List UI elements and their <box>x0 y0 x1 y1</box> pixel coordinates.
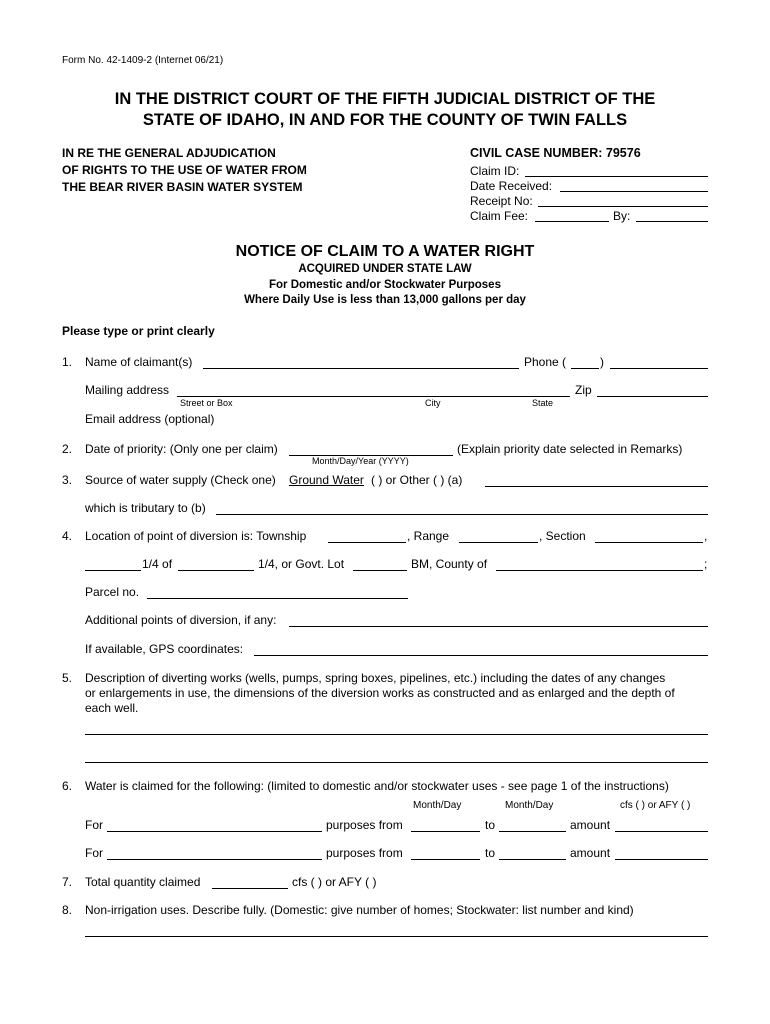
court-title-line-1: IN THE DISTRICT COURT OF THE FIFTH JUDICIAL DISTRICT OF THE <box>114 90 656 108</box>
use-2-amount-label: amount <box>570 846 611 860</box>
item-3-number: 3. <box>62 473 73 487</box>
use-1-amount-label: amount <box>570 818 611 832</box>
diverting-works-line-2[interactable] <box>85 762 708 763</box>
in-re-line-1: IN RE THE GENERAL ADJUDICATION <box>62 146 276 160</box>
use-1-to-label: to <box>485 818 496 832</box>
item-5-number: 5. <box>62 671 73 685</box>
use-1-to-field[interactable] <box>499 831 566 832</box>
county-label: BM, County of <box>411 557 488 571</box>
use-2-purpose-field[interactable] <box>107 859 322 860</box>
gps-field[interactable] <box>254 655 708 656</box>
quarter-quarter-field[interactable] <box>85 570 141 571</box>
claimant-name-label: Name of claimant(s) <box>85 355 193 369</box>
water-source-label: Source of water supply (Check one) <box>85 473 276 487</box>
in-re-line-3: THE BEAR RIVER BASIN WATER SYSTEM <box>62 180 303 194</box>
item-7-number: 7. <box>62 875 73 889</box>
mailing-address-label: Mailing address <box>85 383 170 397</box>
units-caption[interactable]: cfs ( ) or AFY ( ) <box>620 800 691 811</box>
additional-points-label: Additional points of diversion, if any: <box>85 613 277 627</box>
use-1-from-field[interactable] <box>411 831 480 832</box>
claimant-name-field[interactable] <box>203 368 519 369</box>
date-received-field[interactable] <box>560 191 708 192</box>
range-field[interactable] <box>459 542 538 543</box>
ground-water-option: Ground Water <box>289 473 364 487</box>
total-units-checkboxes[interactable]: cfs ( ) or AFY ( ) <box>292 875 377 889</box>
gps-label: If available, GPS coordinates: <box>85 642 244 656</box>
additional-points-field[interactable] <box>289 626 708 627</box>
total-quantity-label: Total quantity claimed <box>85 875 201 889</box>
section-field[interactable] <box>595 542 703 543</box>
township-field[interactable] <box>328 542 406 543</box>
receipt-no-label: Receipt No: <box>470 194 533 208</box>
phone-area-code-field[interactable] <box>571 368 599 369</box>
item-2-number: 2. <box>62 442 73 456</box>
priority-explain-note: (Explain priority date selected in Remarks) <box>457 442 683 456</box>
use-2-from-label: purposes from <box>326 846 403 860</box>
section-label: , Section <box>539 529 586 543</box>
water-claimed-text: Water is claimed for the following: (limited to domestic and/or stockwater uses - see page 1 of the instructions) <box>85 779 669 793</box>
claim-id-label: Claim ID: <box>470 164 520 178</box>
zip-field[interactable] <box>597 396 708 397</box>
item-4-number: 4. <box>62 529 73 543</box>
item-8-number: 8. <box>62 903 73 917</box>
subtitle-purposes: For Domestic and/or Stockwater Purposes <box>269 279 501 291</box>
use-1-from-label: purposes from <box>326 818 403 832</box>
tributary-label: which is tributary to (b) <box>85 501 206 515</box>
range-label: , Range <box>407 529 450 543</box>
claim-id-field[interactable] <box>525 176 708 177</box>
court-title-line-2: STATE OF IDAHO, IN AND FOR THE COUNTY OF TWIN FALLS <box>142 111 628 129</box>
subtitle-daily-use: Where Daily Use is less than 13,000 gallons per day <box>244 294 526 306</box>
use-1-for-label: For <box>85 818 103 832</box>
claim-fee-label: Claim Fee: <box>470 209 529 223</box>
govt-lot-label: 1/4, or Govt. Lot <box>258 557 345 571</box>
notice-title: NOTICE OF CLAIM TO A WATER RIGHT <box>235 243 535 260</box>
phone-label: Phone ( <box>524 355 567 369</box>
section-comma: , <box>704 529 708 543</box>
email-label: Email address (optional) <box>85 412 215 426</box>
city-caption: City <box>425 398 441 408</box>
diverting-works-text-2: or enlargements in use, the dimensions of the diversion works as constructed and as enlarged and the depth of <box>85 686 675 700</box>
priority-date-label: Date of priority: (Only one per claim) <box>85 442 278 456</box>
township-label: Location of point of diversion is: Township <box>85 529 307 543</box>
use-2-amount-field[interactable] <box>615 859 708 860</box>
govt-lot-field[interactable] <box>353 570 407 571</box>
parcel-field[interactable] <box>147 598 408 599</box>
mailing-address-field[interactable] <box>177 396 570 397</box>
county-field[interactable] <box>496 570 703 571</box>
receipt-no-field[interactable] <box>538 206 708 207</box>
tributary-field[interactable] <box>216 514 708 515</box>
instructions-note: Please type or print clearly <box>62 324 215 338</box>
to-month-day-caption: Month/Day <box>505 800 554 811</box>
quarter-of-label: 1/4 of <box>142 557 173 571</box>
zip-label: Zip <box>575 383 592 397</box>
in-re-line-2: OF RIGHTS TO THE USE OF WATER FROM <box>62 163 307 177</box>
use-2-to-label: to <box>485 846 496 860</box>
use-2-to-field[interactable] <box>499 859 566 860</box>
source-checkboxes[interactable]: ( ) or Other ( ) (a) <box>371 473 463 487</box>
phone-number-field[interactable] <box>610 368 708 369</box>
diverting-works-line-1[interactable] <box>85 734 708 735</box>
use-1-amount-field[interactable] <box>615 831 708 832</box>
use-2-for-label: For <box>85 846 103 860</box>
use-1-purpose-field[interactable] <box>107 831 322 832</box>
from-month-day-caption: Month/Day <box>413 800 462 811</box>
county-semicolon: ; <box>704 557 708 571</box>
date-received-label: Date Received: <box>470 179 553 193</box>
use-2-from-field[interactable] <box>411 859 480 860</box>
civil-case-number: CIVIL CASE NUMBER: 79576 <box>470 146 641 160</box>
subtitle-state-law: ACQUIRED UNDER STATE LAW <box>298 263 472 275</box>
total-quantity-field[interactable] <box>212 888 288 889</box>
quarter-field[interactable] <box>178 570 254 571</box>
other-source-field[interactable] <box>485 486 708 487</box>
by-label: By: <box>613 209 631 223</box>
phone-close-paren: ) <box>600 355 604 369</box>
diverting-works-text-1: Description of diverting works (wells, pumps, spring boxes, pipelines, etc.) including the dates of any changes <box>85 671 666 685</box>
priority-date-format: Month/Day/Year (YYYY) <box>312 456 409 466</box>
street-caption: Street or Box <box>180 398 233 408</box>
parcel-label: Parcel no. <box>85 585 140 599</box>
by-field[interactable] <box>636 221 708 222</box>
claim-fee-field[interactable] <box>535 221 609 222</box>
item-6-number: 6. <box>62 779 73 793</box>
item-1-number: 1. <box>62 355 73 369</box>
diverting-works-text-3: each well. <box>85 701 139 715</box>
non-irrigation-field[interactable] <box>85 936 708 937</box>
form-number: Form No. 42-1409-2 (Internet 06/21) <box>62 55 224 66</box>
non-irrigation-text: Non-irrigation uses. Describe fully. (Domestic: give number of homes; Stockwater: list number and kind) <box>85 903 634 917</box>
state-caption: State <box>532 398 554 408</box>
